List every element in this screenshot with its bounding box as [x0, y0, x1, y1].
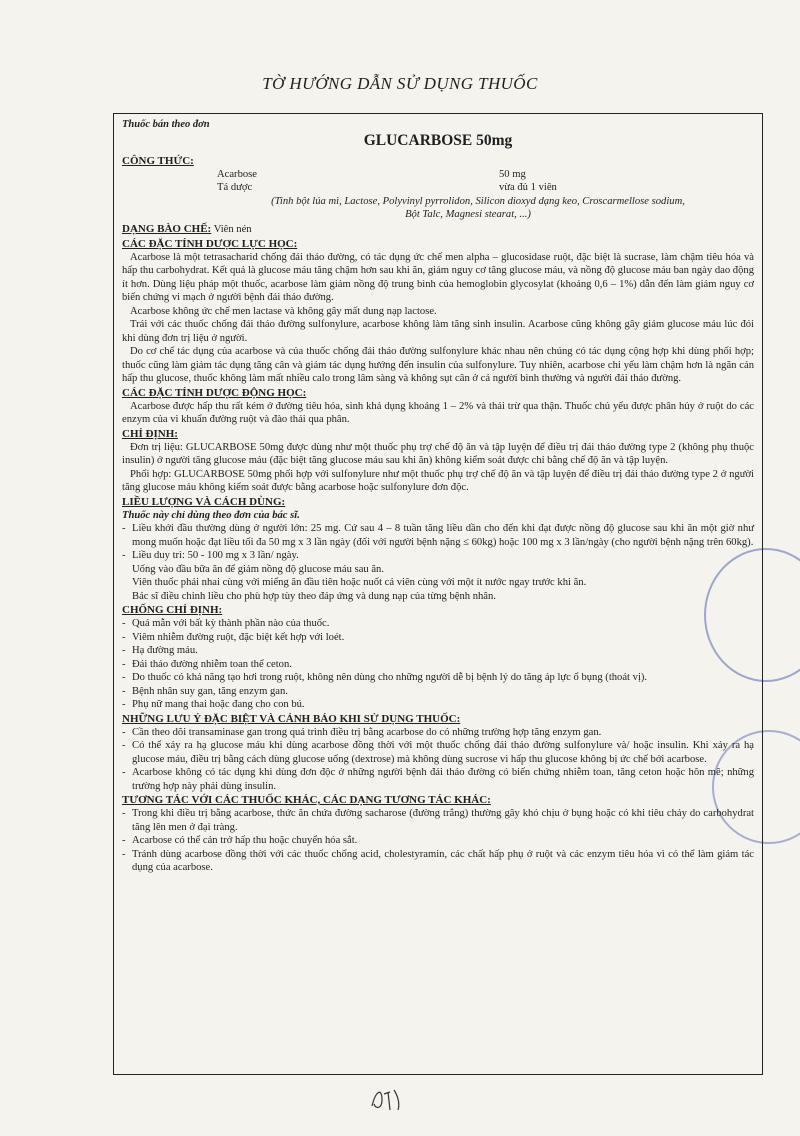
pharmacodynamics-paragraph: Acarbose là một tetrasacharid chống đái tháo đường, có tác dụng ức chế men alpha – glucosidase ruột, đặc biệt là sucrase, làm chậm tiêu hóa và hấp thu carbohydrat. Kết quả là glucose máu tăng chậm hơn sau khi ăn, giảm nguy cơ tăng glucose máu, và nồng độ glucose máu ban ngày dao động ít hơn. Dùng liệu pháp một thuốc, acarbose làm giảm nồng độ trung bình của hemoglobin glycosylat (khoảng 0,6 – 1%) dẫn đến làm giảm nguy cơ biến chứng vi mạch ở người bệnh đái tháo đường. [122, 251, 754, 303]
list-item: - Hạ đường máu. [122, 644, 754, 658]
pharmacodynamics-heading: CÁC ĐẶC TÍNH DƯỢC LỰC HỌC: [122, 237, 298, 250]
pharmacodynamics-paragraph: Trái với các thuốc chống đái tháo đường sulfonylure, acarbose không làm tăng sinh insulin. Acarbose cũng không gây giảm glucose máu lúc đói khi dùng đơn trị liệu ở người. [122, 319, 754, 344]
page-title: TỜ HƯỚNG DẪN SỬ DỤNG THUỐC [262, 74, 538, 93]
warnings-list [122, 726, 754, 794]
list-item: - Viêm nhiễm đường ruột, đặc biệt kết hợp với loét. [122, 631, 754, 645]
indications-paragraph: Phối hợp: GLUCARBOSE 50mg phối hợp với sulfonylure như một thuốc phụ trợ chế độ ăn và tập luyện để điều trị đái tháo đường type 2 ở người tăng glucose máu không kiểm soát được bằng acarbose hoặc sulfonylure đơn độc. [122, 468, 754, 493]
excipients-line-1: (Tinh bột lúa mì, Lactose, Polyvinyl pyrrolidon, Silicon dioxyd dạng keo, Croscarmellose sodium, [271, 195, 685, 207]
dosage-heading: LIỀU LƯỢNG VÀ CÁCH DÙNG: [122, 495, 286, 508]
interactions-heading: TƯƠNG TÁC VỚI CÁC THUỐC KHÁC, CÁC DẠNG TƯƠNG TÁC KHÁC: [122, 794, 491, 806]
list-item: - Phụ nữ mang thai hoặc đang cho con bú. [122, 698, 754, 712]
prescription-only-note: Thuốc này chỉ dùng theo đơn của bác sĩ. [122, 509, 300, 521]
list-item: - Trong khi điều trị bằng acarbose, thức ăn chứa đường sacharose (đường trắng) thường gây khó chịu ở bụng hoặc có khi tiêu chảy do carbohydrat tăng lên men ở đại tràng. [122, 807, 754, 834]
list-item: - Đái tháo đường nhiễm toan thể ceton. [122, 658, 754, 672]
leaflet-frame [113, 113, 763, 1075]
list-item: - Bệnh nhân suy gan, tăng enzym gan. [122, 685, 754, 699]
list-item: - Acarbose có thể cản trở hấp thu hoặc chuyển hóa sắt. [122, 834, 754, 848]
ingredient-name: Tá dược [217, 182, 253, 193]
list-item: - Liều duy trì: 50 - 100 mg x 3 lần/ ngày. [122, 549, 754, 563]
list-item: - Tránh dùng acarbose đồng thời với các thuốc chống acid, cholestyramin, các chất hấp phụ ở ruột và các enzym tiêu hóa vì có thể làm giảm tác dụng của acarbose. [122, 848, 754, 875]
indications-heading: CHỈ ĐỊNH: [122, 427, 178, 440]
drug-name: GLUCARBOSE 50mg [363, 131, 513, 149]
dosage-form-heading: DẠNG BÀO CHẾ: [122, 222, 212, 235]
contraindications-heading: CHỐNG CHỈ ĐỊNH: [122, 604, 223, 616]
list-item: - Có thể xảy ra hạ glucose máu khi dùng acarbose đồng thời với một thuốc chống đái tháo đường sulfonylure và/ hoặc insulin. Khi xảy ra hạ glucose máu, điều trị bằng cách dùng glucose uống (dextrose) mà không dùng sucrose vì hấp thu glucose không bị ức chế bởi acarbose. [122, 739, 754, 766]
contraindications-list [122, 617, 754, 712]
signature-mark [368, 1084, 408, 1114]
pharmacodynamics-paragraph: Do cơ chế tác dụng của acarbose và của thuốc chống đái tháo đường sulfonylure khác nhau nên chúng có tác dụng cộng hợp khi dùng phối hợp; thuốc cũng làm giảm tác dụng tăng cân và giảm tác dụng hướng đến insulin của sulfonylure. Tuy nhiên, acarbose chỉ yếu làm chậm hơn là ngăn cản hấp thu glucose, thuốc không làm mất nhiều calo trong lâm sàng và không sụt cân ở cả người bình thường và người đái tháo đường. [122, 346, 754, 384]
list-item: - Quá mẫn với bất kỳ thành phần nào của thuốc. [122, 617, 754, 631]
pharmacokinetics-heading: CÁC ĐẶC TÍNH DƯỢC ĐỘNG HỌC: [122, 386, 307, 399]
dosage-form-value: Viên nén [211, 223, 252, 235]
list-item: - Liều khởi đầu thường dùng ở người lớn: 25 mg. Cứ sau 4 – 8 tuần tăng liều dần cho đến khi đạt được nồng độ glucose sau khi ăn một giờ như mong muốn hoặc đạt liều tối đa 50 mg x 3 lần ngày (đối với người bệnh nặng ≤ 60kg) hoặc 100 mg x 3 lần/ngày (cho người bệnh nặng trên 60kg). [122, 522, 754, 549]
leaflet-content [122, 118, 754, 875]
warnings-heading: NHỮNG LƯU Ý ĐẶC BIỆT VÀ CẢNH BÁO KHI SỬ DỤNG THUỐC: [122, 712, 461, 725]
dosage-list [122, 522, 754, 563]
pharmacokinetics-paragraph: Acarbose được hấp thu rất kém ở đường tiêu hóa, sinh khả dụng khoảng 1 – 2% và thải trừ qua thận. Thuốc chủ yếu được phân hủy ở ruột do các enzym của vi khuẩn đường ruột và đào thải qua phân. [122, 400, 754, 425]
list-item: - Cần theo dõi transaminase gan trong quá trình điều trị bằng acarbose do có những trường hợp tăng enzym gan. [122, 726, 754, 740]
dosage-note: Uống vào đầu bữa ăn để giảm nồng độ glucose máu sau ăn. [132, 563, 384, 575]
composition-heading: CÔNG THỨC: [122, 154, 194, 167]
ingredient-amount: vừa đủ 1 viên [499, 182, 557, 193]
ingredient-name: Acarbose [217, 168, 258, 180]
dosage-form [122, 222, 754, 237]
composition-row [122, 181, 754, 195]
dosage-note: Viên thuốc phải nhai cùng với miếng ăn đầu tiên hoặc nuốt cả viên cùng với một ít nước ngay trước khi ăn. [132, 577, 587, 588]
list-item: - Acarbose không có tác dụng khi dùng đơn độc ở những người bệnh đái tháo đường có biến chứng nhiễm toan, tăng ceton hoặc hôn mê; những trường hợp này phải dùng insulin. [122, 766, 754, 793]
excipients-line-2: Bột Talc, Magnesi stearat, ...) [405, 209, 531, 220]
indications-paragraph: Đơn trị liệu: GLUCARBOSE 50mg được dùng như một thuốc phụ trợ chế độ ăn và tập luyện để điều trị đái tháo đường type 2 (không phụ thuộc insulin) ở người tăng glucose máu (đặc biệt tăng glucose máu sau khi ăn) không kiểm soát được chỉ bằng chế độ ăn và tập luyện. [122, 441, 754, 466]
rx-note: Thuốc bán theo đơn [122, 119, 210, 130]
composition-row [122, 168, 754, 182]
dosage-note: Bác sĩ điều chỉnh liều cho phù hợp tùy theo đáp ứng và dung nạp của từng bệnh nhân. [132, 590, 496, 602]
interactions-list [122, 807, 754, 875]
list-item: - Do thuốc có khả năng tạo hơi trong ruột, không nên dùng cho những người dễ bị bệnh lý do tăng áp lực ổ bụng (thoát vị). [122, 671, 754, 685]
ingredient-amount: 50 mg [499, 168, 526, 180]
pharmacodynamics-paragraph: Acarbose không ức chế men lactase và không gây mất dung nạp lactose. [130, 305, 437, 317]
